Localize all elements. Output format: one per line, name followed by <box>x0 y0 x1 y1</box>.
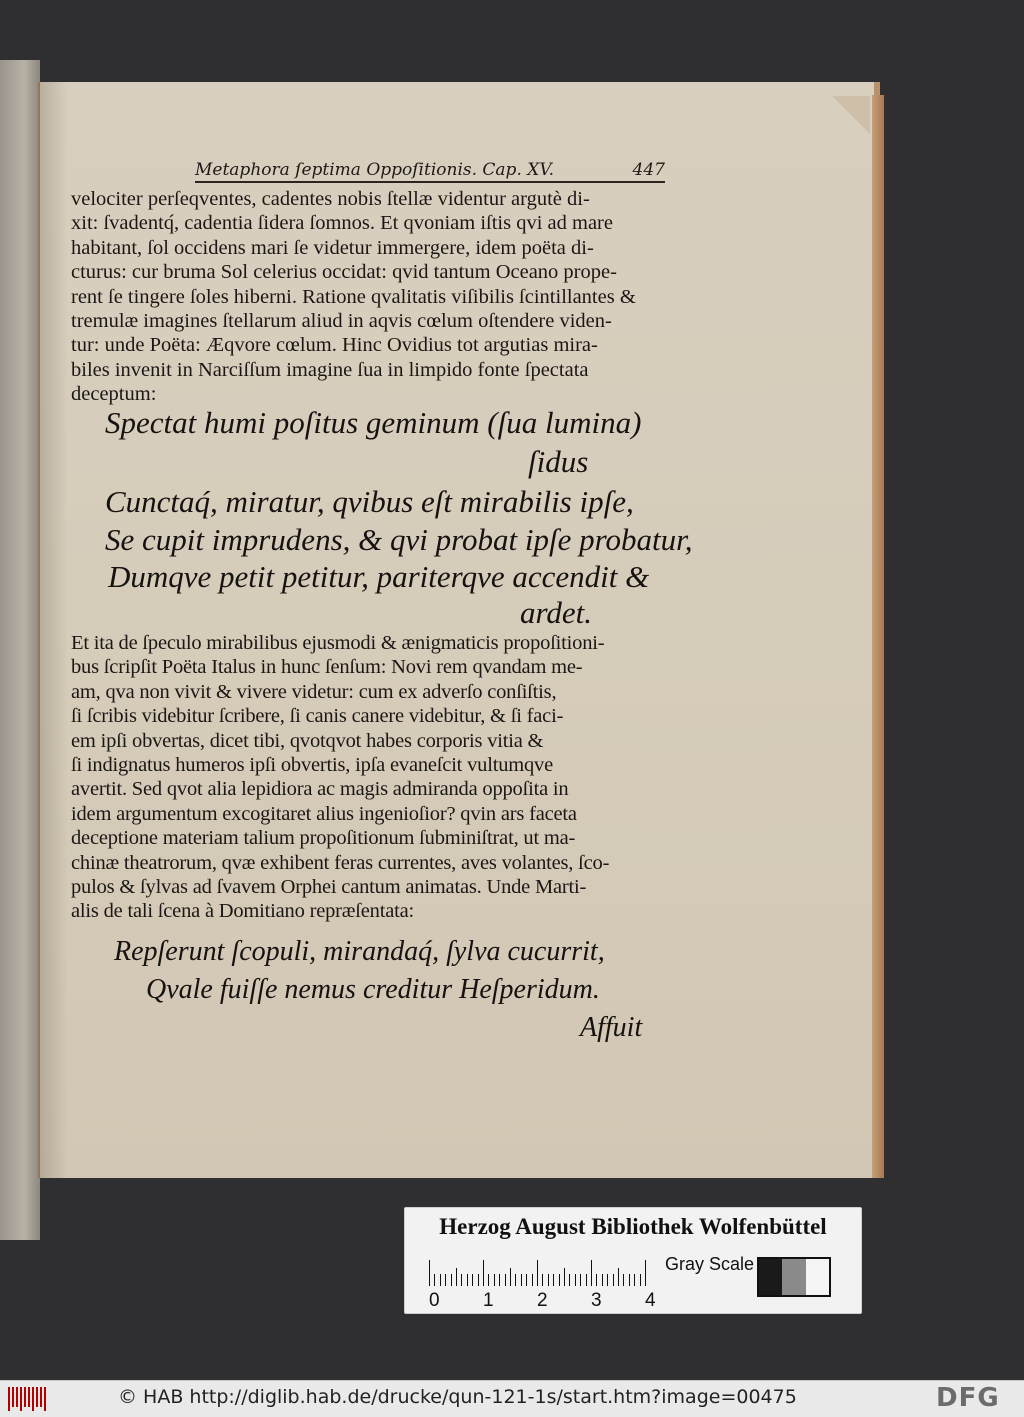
barcode-stripe <box>44 1387 46 1411</box>
scale-number: 1 <box>483 1290 494 1311</box>
scale-number: 2 <box>537 1290 548 1311</box>
text-line: ſi indignatus humeros ipſi obvertis, ipſa evaneſcit vultumqve <box>71 754 553 777</box>
verse-line: Se cupit imprudens, & qvi probat ipſe probatur, <box>105 522 693 557</box>
ruler-tick <box>548 1274 549 1286</box>
text-line: velociter perſeqventes, cadentes nobis ſtellæ videntur argutè di- <box>71 188 590 210</box>
barcode-stripe <box>40 1387 42 1407</box>
text-line: alis de tali ſcena à Domitiano repræſentata: <box>71 900 414 923</box>
ruler-tick <box>526 1274 527 1286</box>
ruler-tick <box>591 1260 592 1286</box>
ruler-tick <box>640 1274 641 1286</box>
verse-line: Dumqve petit petitur, pariterqve accendit & <box>108 559 650 594</box>
previous-leaf-edge <box>0 60 40 1240</box>
library-scale-label <box>404 1207 862 1314</box>
scale-number: 0 <box>429 1290 440 1311</box>
text-line: deceptione materiam talium propoſitionum ſubminiſtrat, ut ma- <box>71 827 576 850</box>
verse-line: ardet. <box>520 595 593 630</box>
text-line: cturus: cur bruma Sol celerius occidat: qvid tantum Oceano prope- <box>71 261 617 284</box>
ruler-tick <box>510 1268 511 1286</box>
ruler-tick <box>505 1274 506 1286</box>
ruler-tick <box>575 1274 576 1286</box>
ruler-tick <box>467 1274 468 1286</box>
ruler-tick <box>629 1274 630 1286</box>
ruler-tick <box>499 1274 500 1286</box>
ruler-tick <box>532 1274 533 1286</box>
ruler-tick <box>429 1260 430 1286</box>
ruler-tick <box>515 1274 516 1286</box>
barcode-stripe <box>16 1387 18 1407</box>
text-line: tremulæ imagines ſtellarum aliud in aqvis cœlum oſtendere viden- <box>71 310 612 333</box>
text-line: pulos & ſylvas ad ſvavem Orphei cantum animatas. Unde Marti- <box>71 876 587 899</box>
gray-scale-swatches <box>757 1257 831 1297</box>
ruler-tick <box>521 1274 522 1286</box>
ruler-tick <box>472 1274 473 1286</box>
text-line: deceptum: <box>71 383 157 406</box>
page-gutter-shadow <box>38 82 68 1178</box>
barcode-stripe <box>20 1387 22 1411</box>
ruler-tick <box>564 1268 565 1286</box>
ruler-tick <box>461 1274 462 1286</box>
ruler-tick <box>478 1274 479 1286</box>
ruler-tick <box>645 1260 646 1286</box>
text-line: rent ſe tingere ſoles hiberni. Ratione qvalitatis viſibilis ſcintillantes & <box>71 285 636 308</box>
folded-corner <box>832 96 870 134</box>
paragraph-2 <box>71 631 665 924</box>
ruler-tick <box>483 1260 484 1286</box>
text-line: tur: unde Poëta: Æqvore cœlum. Hinc Ovidius tot argutias mira- <box>71 334 598 357</box>
scale-ruler <box>429 1260 647 1286</box>
text-line: chinæ theatrorum, qvæ exhibent feras currentes, aves volantes, ſco- <box>71 851 610 874</box>
ruler-tick <box>607 1274 608 1286</box>
ruler-tick <box>618 1268 619 1286</box>
ruler-tick <box>586 1274 587 1286</box>
library-name: Herzog August Bibliothek Wolfenbüttel <box>439 1214 827 1239</box>
ruler-tick <box>623 1274 624 1286</box>
ruler-tick <box>634 1274 635 1286</box>
barcode-stripe <box>28 1387 30 1407</box>
text-line: idem argumentum excogitaret alius ingenioſior? qvin ars faceta <box>71 802 577 825</box>
ruler-tick <box>580 1274 581 1286</box>
verse-line: Cunctaq́, miratur, qvibus eſt mirabilis ipſe, <box>105 484 634 519</box>
page-fore-edge <box>872 95 884 1178</box>
barcode-stripe <box>12 1387 14 1407</box>
verse-line: Repſerunt ſcopuli, mirandaq́, ſylva cucurrit, <box>114 936 605 967</box>
text-line: em ipſi obvertas, dicet tibi, qvotqvot habes corporis vitia & <box>71 729 544 752</box>
running-title: Metaphora ſeptima Oppoſitionis. Cap. XV. <box>195 160 555 180</box>
text-line: am, qva non vivit & vivere videtur: cum ex adverſo conſiſtis, <box>71 680 557 703</box>
ruler-tick <box>440 1274 441 1286</box>
ruler-tick <box>596 1274 597 1286</box>
swatch-black <box>759 1259 782 1295</box>
ruler-tick <box>451 1274 452 1286</box>
scale-number: 4 <box>645 1290 656 1311</box>
paragraph-1 <box>71 187 665 407</box>
swatch-white <box>806 1259 829 1295</box>
scale-numbers <box>429 1290 669 1312</box>
text-line: Et ita de ſpeculo mirabilibus ejusmodi & ænigmaticis propoſitioni- <box>71 632 605 654</box>
ruler-tick <box>542 1274 543 1286</box>
swatch-gray <box>782 1259 805 1295</box>
barcode-stripe <box>24 1387 26 1407</box>
gray-scale-label: Gray Scale <box>665 1254 755 1274</box>
ruler-tick <box>602 1274 603 1286</box>
barcode-stripe <box>32 1387 34 1411</box>
text-line: xit: ſvadentq́, cadentia ſidera ſomnos. Et qvoniam iſtis qvi ad mare <box>71 212 613 235</box>
catchword: Affuit <box>580 1012 643 1043</box>
ruler-tick <box>559 1274 560 1286</box>
text-line: biles invenit in Narciſſum imagine ſua in limpido fonte ſpectata <box>71 358 589 381</box>
verse-line: Spectat humi poſitus geminum (ſua lumina) <box>105 405 642 440</box>
ruler-tick <box>569 1274 570 1286</box>
text-line: habitant, ſol occidens mari ſe videtur immergere, idem poëta di- <box>71 236 594 259</box>
text-line: bus ſcripſit Poëta Italus in hunc ſenſum: Novi rem qvandam me- <box>71 656 583 679</box>
text-line: avertit. Sed qvot alia lepidiora ac magis admiranda oppoſita in <box>71 778 569 801</box>
ruler-tick <box>537 1260 538 1286</box>
barcode-stripe <box>8 1387 10 1411</box>
dfg-logo: DFG <box>936 1383 1000 1413</box>
ruler-tick <box>445 1274 446 1286</box>
scale-number: 3 <box>591 1290 602 1311</box>
copyright-link[interactable]: © HAB http://diglib.hab.de/drucke/qun-121-1s/start.htm?image=00475 <box>118 1386 797 1408</box>
page-number: 447 <box>632 160 665 180</box>
footer-bar <box>0 1380 1024 1417</box>
ruler-tick <box>434 1274 435 1286</box>
barcode-stripe <box>36 1387 38 1407</box>
text-line: ſi ſcribis videbitur ſcribere, ſi canis canere videbitur, & ſi faci- <box>71 705 564 728</box>
verse-line: ſidus <box>528 444 589 479</box>
ruler-tick <box>456 1268 457 1286</box>
ruler-tick <box>494 1274 495 1286</box>
running-header <box>195 160 665 183</box>
barcode-icon <box>8 1387 48 1411</box>
ruler-tick <box>553 1274 554 1286</box>
verse-line: Qvale fuiſſe nemus creditur Heſperidum. <box>146 974 600 1005</box>
ruler-tick <box>613 1274 614 1286</box>
ruler-tick <box>488 1274 489 1286</box>
